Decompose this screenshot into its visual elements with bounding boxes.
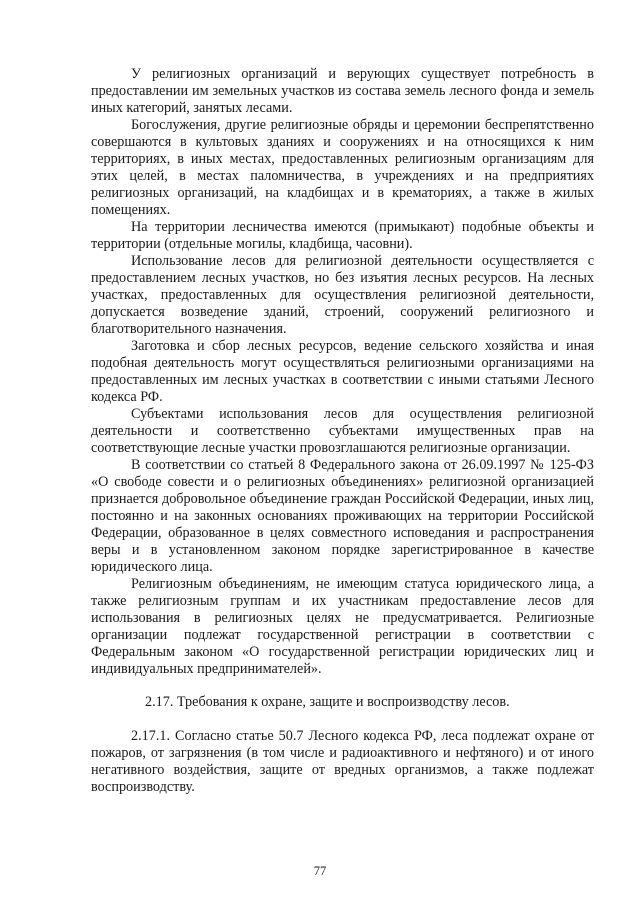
paragraph-subjects: Субъектами использования лесов для осуществления религиозной деятельности и соответственно субъектами имущественных прав на соответствующие лесные участки провозглашаются религиозные организации. [91,406,594,456]
paragraph-forestry-objects: На территории лесничества имеются (примыкают) подобные объекты и территории (отдельные могилы, кладбища, часовни). [91,219,594,252]
paragraph-resource-harvesting: Заготовка и сбор лесных ресурсов, ведение сельского хозяйства и иная подобная деятельность могут осуществляться религиозными организациями на предоставленных им лесных участках в соответствии с иными статьями Лесного кодекса РФ. [91,338,594,405]
paragraph-federal-law: В соответствии со статьей 8 Федерального закона от 26.09.1997 № 125-ФЗ «О свободе совести и о религиозных объединениях» религиозной организацией признается добровольное объединение граждан Российской Федерации, иных лиц, постоянно и на законных основаниях проживающих на территории Российской Федерации, образованное в целях совместного исповедания и распространения веры и в установленном законом порядке зарегистрированное в качестве юридического лица. [91,457,594,575]
page-number: 77 [313,864,327,878]
document-body [91,66,594,796]
paragraph-registration: Религиозным объединениям, не имеющим статуса юридического лица, а также религиозным группам и их участникам предоставление лесов для использования в религиозных целях не предусматривается. Религиозные организации подлежат государственной регистрации в соответствии с Федеральным законом «О государственной регистрации юридических лиц и индивидуальных предпринимателей». [91,576,594,677]
paragraph-worship-places: Богослужения, другие религиозные обряды и церемонии беспрепятственно совершаются в культовых зданиях и сооружениях и на относящихся к ним территориях, в иных местах, предоставленных религиозным организациям для этих целей, в местах паломничества, в учреждениях и на предприятиях религиозных организаций, на кладбищах и в крематориях, а также в жилых помещениях. [91,117,594,218]
paragraph-land-need: У религиозных организаций и верующих существует потребность в предоставлении им земельных участков из состава земель лесного фонда и земель иных категорий, занятых лесами. [91,66,594,116]
paragraph-forest-protection: 2.17.1. Согласно статье 50.7 Лесного кодекса РФ, леса подлежат охране от пожаров, от загрязнения (в том числе и радиоактивного и нефтяного) и от иного негативного воздействия, защите от вредных организмов, а также подлежат воспроизводству. [91,728,594,795]
section-heading: 2.17. Требования к охране, защите и воспроизводству лесов. [145,694,510,710]
paragraph-forest-use: Использование лесов для религиозной деятельности осуществляется с предоставлением лесных участков, но без изъятия лесных ресурсов. На лесных участках, предоставленных для осуществления религиозной деятельности, допускается возведение зданий, строений, сооружений религиозного и благотворительного назначения. [91,253,594,337]
